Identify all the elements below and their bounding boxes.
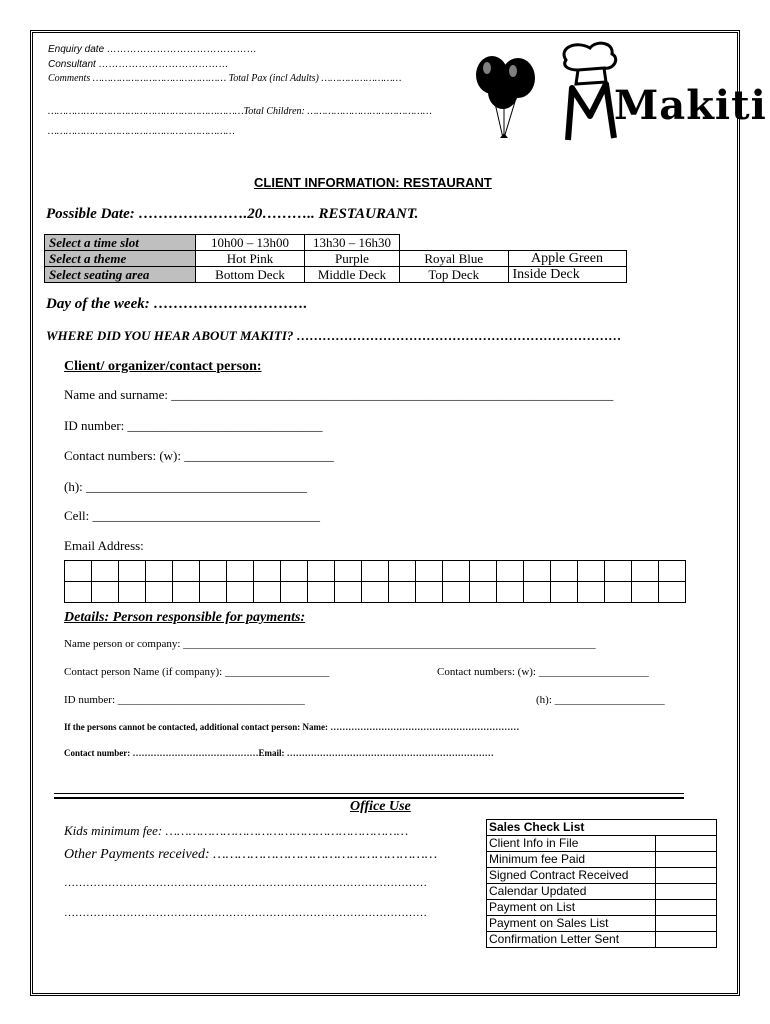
email-char-box[interactable] [281, 561, 308, 582]
email-label: Email Address: [64, 538, 144, 553]
email-char-box[interactable] [119, 561, 146, 582]
additional-number-email-field[interactable]: Contact number: ……………………………………Email: …………………………………………………………… [64, 748, 494, 758]
email-char-box[interactable] [416, 582, 443, 603]
makiti-logo [548, 38, 767, 148]
possible-date-field[interactable]: Possible Date: ………………….20……….. RESTAURANT. [46, 206, 419, 222]
time-slot-option[interactable]: 13h30 – 16h30 [305, 235, 400, 251]
checklist-item: Calendar Updated [487, 884, 656, 900]
additional-contact-field[interactable]: If the persons cannot be contacted, additional contact person: Name: ……………………………………………………… [64, 722, 520, 732]
email-char-box[interactable] [632, 582, 659, 603]
payer-contact-work-field[interactable]: Contact numbers: (w): ____________________ [437, 666, 649, 678]
seating-option[interactable]: Bottom Deck [196, 267, 305, 283]
payer-contact-home-field[interactable]: (h): ____________________ [536, 694, 665, 706]
email-char-box[interactable] [173, 582, 200, 603]
checklist-checkbox[interactable] [656, 884, 717, 900]
kids-fee-field[interactable]: Kids minimum fee: ……………………………………………………… [64, 823, 409, 838]
seating-option[interactable]: Inside Deck [508, 267, 626, 283]
contact-work-field[interactable]: Contact numbers: (w): _______________________ [64, 448, 334, 463]
balloons-icon [470, 50, 540, 145]
theme-row [45, 251, 627, 267]
day-of-week-field[interactable]: Day of the week: …………………………. [46, 296, 308, 312]
logo-text: Makiti [614, 82, 767, 129]
total-children-field[interactable]: …………………………………………………………Total Children: …………………………………… [48, 106, 432, 117]
checklist-item: Minimum fee Paid [487, 852, 656, 868]
seating-option[interactable]: Middle Deck [305, 267, 400, 283]
email-char-box[interactable] [200, 582, 227, 603]
time-slot-label: Select a time slot [45, 235, 196, 251]
contact-home-field[interactable]: (h): __________________________________ [64, 479, 308, 494]
email-grid[interactable] [64, 560, 686, 603]
email-char-box[interactable] [335, 582, 362, 603]
checklist-checkbox[interactable] [656, 916, 717, 932]
email-char-box[interactable] [659, 582, 686, 603]
checklist-item: Payment on List [487, 900, 656, 916]
seating-label: Select seating area [45, 267, 196, 283]
email-char-box[interactable] [362, 582, 389, 603]
checklist-item: Payment on Sales List [487, 916, 656, 932]
comments-field[interactable]: Comments ……………………………………… Total Pax (incl Adults) ……………………… [48, 73, 402, 84]
email-char-box[interactable] [227, 561, 254, 582]
checklist-checkbox[interactable] [656, 852, 717, 868]
office-use-heading: Office Use [350, 799, 411, 814]
email-char-box[interactable] [119, 582, 146, 603]
email-char-box[interactable] [632, 561, 659, 582]
checklist-title: Sales Check List [487, 820, 717, 836]
email-char-box[interactable] [65, 561, 92, 582]
checklist-item: Signed Contract Received [487, 868, 656, 884]
other-payments-field[interactable]: Other Payments received: ……………………………………………… [64, 847, 438, 862]
options-table [44, 234, 627, 283]
email-char-box[interactable] [389, 561, 416, 582]
payer-id-field[interactable]: ID number: __________________________________ [64, 694, 305, 706]
email-char-box[interactable] [578, 561, 605, 582]
enquiry-date-field[interactable]: Enquiry date ……………………………………… [48, 44, 257, 55]
id-number-field[interactable]: ID number: ______________________________ [64, 418, 323, 433]
email-char-box[interactable] [146, 561, 173, 582]
email-char-box[interactable] [254, 582, 281, 603]
page-title: CLIENT INFORMATION: RESTAURANT [254, 175, 492, 190]
email-char-box[interactable] [443, 582, 470, 603]
theme-option[interactable]: Hot Pink [196, 251, 305, 267]
email-char-box[interactable] [524, 582, 551, 603]
theme-label: Select a theme [45, 251, 196, 267]
email-char-box[interactable] [443, 561, 470, 582]
checklist-checkbox[interactable] [656, 932, 717, 948]
payer-name-field[interactable]: Name person or company: ___________________________________________________________________________ [64, 638, 596, 650]
email-char-box[interactable] [227, 582, 254, 603]
theme-option[interactable]: Purple [305, 251, 400, 267]
checklist-checkbox[interactable] [656, 900, 717, 916]
time-slot-option[interactable]: 10h00 – 13h00 [196, 235, 305, 251]
email-char-box[interactable] [497, 582, 524, 603]
checklist-checkbox[interactable] [656, 836, 717, 852]
email-char-box[interactable] [416, 561, 443, 582]
email-char-box[interactable] [173, 561, 200, 582]
email-char-box[interactable] [92, 582, 119, 603]
email-char-box[interactable] [578, 582, 605, 603]
client-heading: Client/ organizer/contact person: [64, 359, 262, 374]
contact-person-field[interactable]: Contact person Name (if company): ___________________ [64, 666, 330, 678]
email-char-box[interactable] [146, 582, 173, 603]
cell-field[interactable]: Cell: ___________________________________ [64, 508, 321, 523]
email-char-box[interactable] [308, 582, 335, 603]
email-char-box[interactable] [308, 561, 335, 582]
seating-row [45, 267, 627, 283]
where-heard-field[interactable]: WHERE DID YOU HEAR ABOUT MAKITI? ………………………………………………………………… [46, 328, 622, 343]
divider [54, 793, 684, 794]
dotted-line: ……………………………………………………………………………………… [64, 907, 427, 919]
checklist-checkbox[interactable] [656, 868, 717, 884]
email-char-box[interactable] [254, 561, 281, 582]
time-slot-row [45, 235, 627, 251]
email-char-box[interactable] [92, 561, 119, 582]
email-char-box[interactable] [281, 582, 308, 603]
email-char-box[interactable] [659, 561, 686, 582]
dotted-line: ……………………………………………………… [48, 126, 235, 137]
email-char-box[interactable] [65, 582, 92, 603]
checklist-item: Client Info in File [487, 836, 656, 852]
sales-checklist [486, 819, 717, 948]
email-char-box[interactable] [389, 582, 416, 603]
consultant-field[interactable]: Consultant ………………………………… [48, 59, 229, 70]
email-char-box[interactable] [470, 582, 497, 603]
email-char-box[interactable] [470, 561, 497, 582]
theme-option[interactable]: Apple Green [508, 251, 626, 267]
email-char-box[interactable] [335, 561, 362, 582]
email-char-box[interactable] [605, 561, 632, 582]
name-surname-field[interactable]: Name and surname: ____________________________________________________________________ [64, 387, 614, 402]
email-char-box[interactable] [362, 561, 389, 582]
seating-option[interactable]: Top Deck [400, 267, 509, 283]
checklist-item: Confirmation Letter Sent [487, 932, 656, 948]
dotted-line: ……………………………………………………………………………………… [64, 877, 427, 889]
email-char-box[interactable] [551, 561, 578, 582]
payments-heading: Details: Person responsible for payments: [64, 610, 306, 625]
email-char-box[interactable] [497, 561, 524, 582]
email-char-box[interactable] [605, 582, 632, 603]
theme-option[interactable]: Royal Blue [400, 251, 509, 267]
email-char-box[interactable] [551, 582, 578, 603]
email-char-box[interactable] [200, 561, 227, 582]
email-char-box[interactable] [524, 561, 551, 582]
